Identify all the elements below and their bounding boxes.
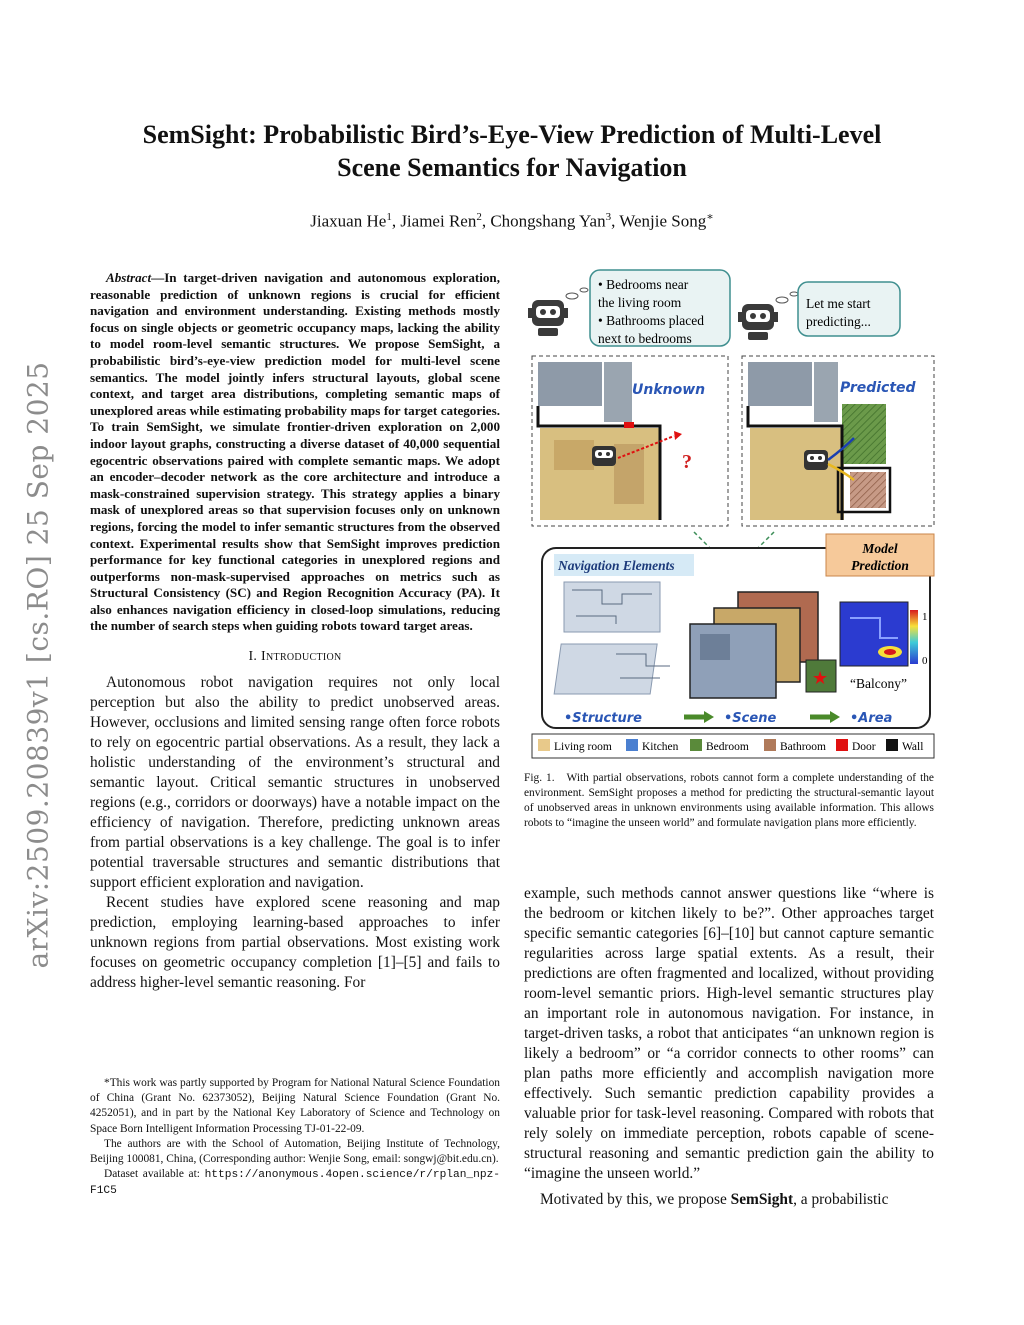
colorbar-max: 1 [922, 611, 928, 623]
paper-title: SemSight: Probabilistic Bird’s-Eye-View Prediction of Multi-Level Scene Semantics for Navigation [142, 120, 882, 182]
thought-bubble-right [798, 282, 900, 336]
balcony-label: “Balcony” [850, 676, 907, 691]
stage-structure: •Structure [564, 711, 642, 726]
footnotes [90, 1076, 500, 1200]
model-prediction-label-1: Model [862, 541, 898, 556]
svg-text:Kitchen: Kitchen [642, 741, 679, 753]
dataset-footnote: Dataset available at: https://anonymous.4open.science/r/rplan_npz-F1C5 [90, 1168, 500, 1198]
stage-scene: •Scene [724, 711, 777, 726]
question-mark: ? [682, 451, 692, 473]
svg-text:Door: Door [852, 741, 876, 753]
robot-icon-left [528, 300, 568, 336]
robot-icon-map-right [804, 450, 828, 470]
model-prediction-label-2: Prediction [851, 558, 909, 573]
target-star-icon: ★ [812, 668, 829, 688]
figure-1 [524, 268, 938, 764]
section-heading: I. Introduction [248, 649, 342, 665]
navigation-elements-label: Navigation Elements [558, 558, 675, 573]
svg-text:predicting...: predicting... [806, 314, 871, 329]
svg-text:• Bathrooms placed: • Bathrooms placed [598, 313, 704, 328]
abstract: Abstract—In target-driven navigation and autonomous exploration, reasonable prediction of unknown regions is crucial for efficient navigation and environment understanding. Existing methods mostly focus on single objects or geometric occupancy maps, lacking the ability to model room-level semantic structures. We propose SemSight, a probabilistic bird’s-eye-view prediction model for multi-level scene semantics. The model jointly infers structural layouts, global scene context, and target area distributions, completing semantic maps of unexplored areas while estimating probability maps for target categories. To train SemSight, we simulate frontier-driven exploration on 2,000 indoor layout graphs, constructing a diverse dataset of 40,000 sequential egocentric observations paired with complete semantic maps. We adopt an encoder–decoder network as the core architecture and introduce a mask-constrained supervision strategy. This strategy applies a binary mask of unexplored areas so that supervision focuses only on unknown regions, forcing the model to infer semantic structures from the observed context. Experimental results show that SemSight improves prediction performance for key functional categories in unexplored regions and outperforms non-mask-supervised approaches on metrics such as Structural Consistency (SC) and Region Recognition Accuracy (PA). It also enhances navigation efficiency in closed-loop simulations, reducing the number of search steps when guiding robots toward target areas. [90, 270, 500, 634]
figure-legend [532, 734, 934, 758]
svg-text:• Bedrooms near: • Bedrooms near [598, 277, 689, 292]
intro-paragraph-3: example, such methods cannot answer questions like “where is the bedroom or kitchen likely to be?”. Other approaches target specific semantic categories [6]–[10] but cannot capture semantic regularities across large spatial extents. As a result, their predictions are often fragmented and localized, without providing room-level semantic priors. High-level semantic structures play an important role in autonomous navigation. For instance, in target-driven tasks, a robot that anticipates “an unknown region is likely a bedroom” or “a corridor connects to other rooms” can plan paths more efficiently and accomplish navigation more effectively. Such semantic prediction capability provides a valuable prior for task-level reasoning. Compared with robots that rely solely on immediate perception, robots capable of scene-structural reasoning and semantic prediction gain the ability to “imagine the unseen world.” [524, 885, 934, 1182]
intro-paragraph-1: Autonomous robot navigation requires not only local perception but also the ability to predict unobserved areas. However, occlusions and limited sensing range often force robots to rely on egocentric partial observations. As a result, they lack a holistic understanding of the environment’s structural and semantic layout. Critical semantic structures in unobserved regions (e.g., corridors or doorways) have a notable impact on the efficiency of navigation. Therefore, predicting unknown areas from partial observations is a key challenge. The goal is to infer potential traversable structures and semantic distributions that support efficient exploration and navigation. [90, 674, 500, 892]
svg-text:Let me start: Let me start [806, 296, 871, 311]
unknown-label: Unknown [632, 382, 706, 398]
svg-text:Bedroom: Bedroom [706, 741, 749, 753]
affiliation-footnote: The authors are with the School of Automation, Beijing Institute of Technology, Beijing 100081, China, (Corresponding author: Wenjie Song, email: songwj@bit.edu.cn). [90, 1137, 500, 1166]
svg-text:Bathroom: Bathroom [780, 741, 826, 753]
thought-bubble-left [590, 270, 730, 346]
svg-text:Living room: Living room [554, 741, 612, 753]
author-list: Jiaxuan He$^1$, Jiamei Ren$^2$, Chongshang Yan$^3$, Wenjie Song∗ [310, 211, 714, 231]
funding-footnote: *This work was partly supported by Program for National Natural Science Foundation of China (Grant No. 62373052), Beijing Natural Science Foundation (Grant No. 4252051), and in part by the National Key Laboratory of Science and Technology on Space Born Intelligent Information Processing TJ-01-22-09. [90, 1077, 500, 1135]
figure-caption: Fig. 1. With partial observations, robots cannot form a complete understanding of the environment. SemSight proposes a method for predicting the structural-semantic layout of unobserved areas in unknown environments using available information. This allows robots to “imagine the unseen world” and formulate navigation plans more efficiently. [524, 772, 934, 829]
svg-text:Wall: Wall [902, 741, 924, 753]
dataset-link[interactable]: https://anonymous.4open.science/r/rplan_npz-F1C5 [90, 1169, 500, 1198]
stage-area: •Area [850, 711, 893, 726]
arxiv-identifier: arXiv:2509.20839v1 [cs.RO] 25 Sep 2025 [21, 361, 55, 969]
robot-icon-map-left [592, 446, 616, 466]
colorbar-min: 0 [922, 655, 928, 667]
predicted-label: Predicted [840, 380, 916, 396]
intro-paragraph-4: Motivated by this, we propose SemSight, a probabilistic [540, 1191, 889, 1208]
left-column [90, 270, 500, 993]
intro-paragraph-2: Recent studies have explored scene reasoning and map prediction, employing learning-based approaches to infer unknown regions from partial observations. Most existing work focuses on geometric occupancy completion [1]–[5] and fails to address higher-level semantic reasoning. For [90, 894, 500, 992]
robot-icon-right [738, 304, 778, 340]
svg-text:the living room: the living room [598, 295, 682, 310]
right-column [524, 884, 934, 1210]
svg-text:next to bedrooms: next to bedrooms [598, 331, 692, 346]
